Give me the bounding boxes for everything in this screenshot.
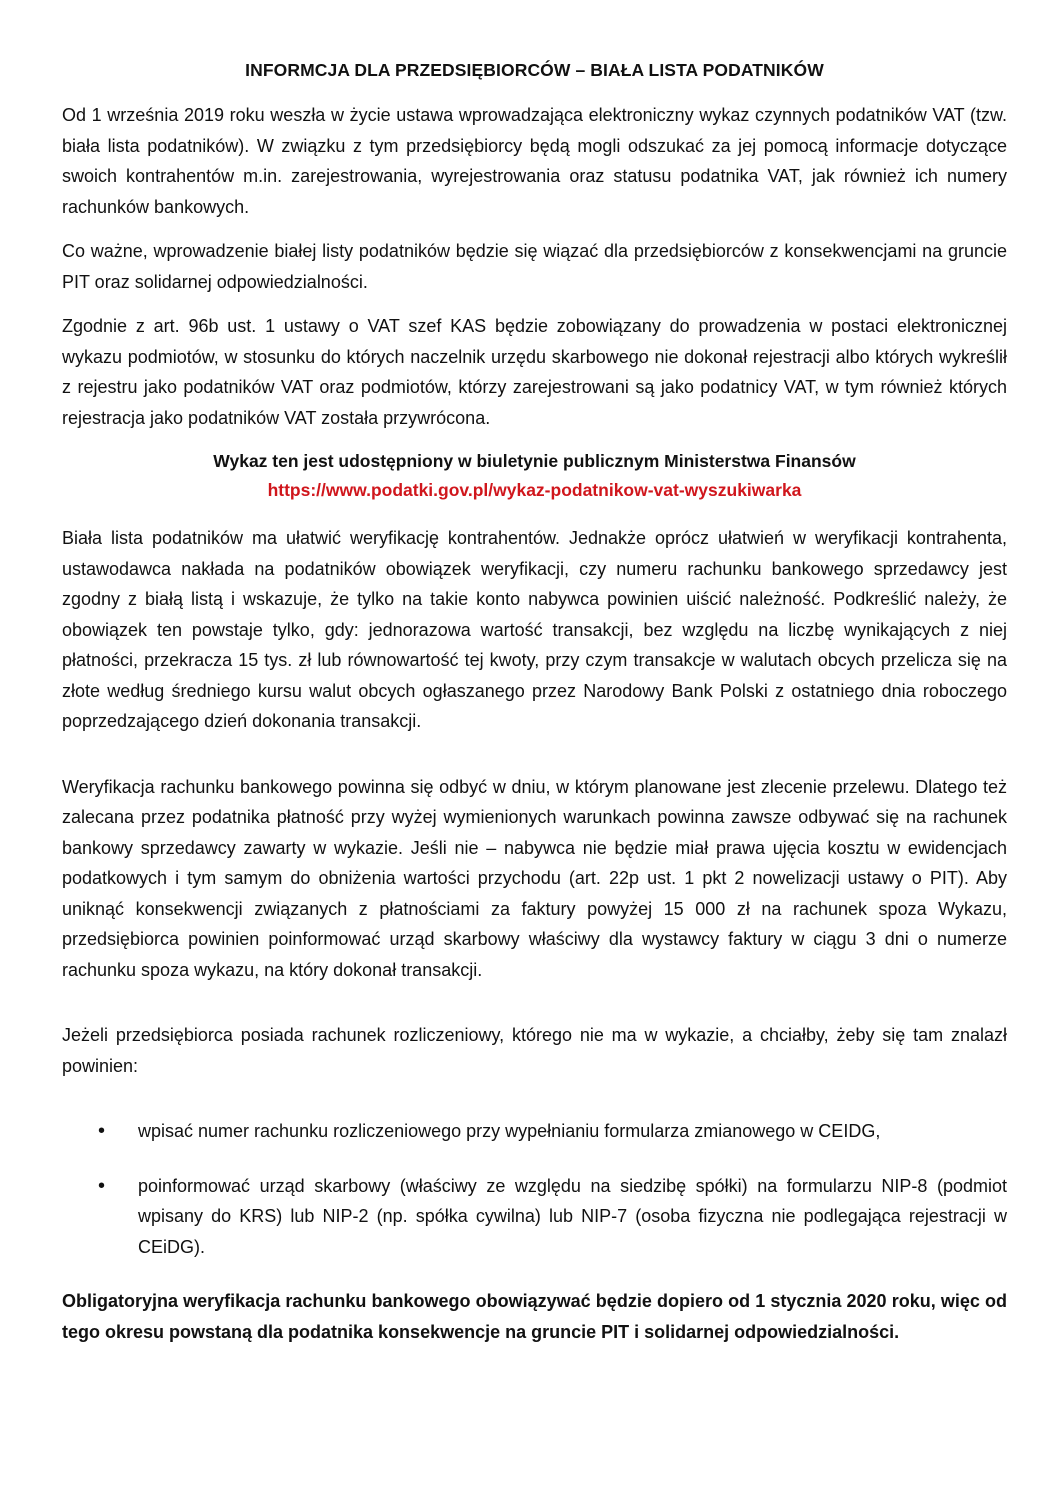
registry-link[interactable]: https://www.podatki.gov.pl/wykaz-podatnikow-vat-wyszukiwarka [267,480,802,500]
paragraph-legal-basis: Zgodnie z art. 96b ust. 1 ustawy o VAT szef KAS będzie zobowiązany do prowadzenia w postaci elektronicznej wykazu podmiotów, w stosunku do których naczelnik urzędu skarbowego nie dokonał rejestracji albo których wykreślił z rejestru jako podatników VAT oraz podmiotów, którzy zarejestrowani są jako podatnicy VAT, w tym również których rejestracja jako podatników VAT została przywrócona. [62,316,1007,428]
paragraph-intro: Od 1 września 2019 roku weszła w życie ustawa wprowadzająca elektroniczny wykaz czynnych podatników VAT (tzw. biała lista podatników). W związku z tym przedsiębiorcy będą mogli odszukać za jej pomocą informacje dotyczące swoich kontrahentów m.in. zarejestrowania, wyrejestrowania oraz statusu podatnika VAT, jak również ich numery rachunków bankowych. [62,105,1007,217]
list-item-text: wpisać numer rachunku rozliczeniowego przy wypełnianiu formularza zmianowego w CEIDG, [138,1121,881,1141]
final-note: Obligatoryjna weryfikacja rachunku bankowego obowiązywać będzie dopiero od 1 stycznia 2020 roku, więc od tego okresu powstaną dla podatnika konsekwencje na gruncie PIT i solidarnej odpowiedzialności. [62,1291,1007,1342]
paragraph-importance: Co ważne, wprowadzenie białej listy podatników będzie się wiązać dla przedsiębiorców z konsekwencjami na gruncie PIT oraz solidarnej odpowiedzialności. [62,241,1007,292]
action-list [62,1116,1007,1262]
bullet-icon: • [98,1174,106,1197]
bullet-icon: • [98,1120,106,1142]
document-page [62,58,1007,1347]
list-item [62,1116,1007,1147]
document-title: INFORMCJA DLA PRZEDSIĘBIORCÓW – BIAŁA LISTA PODATNIKÓW [245,60,824,80]
paragraph-verification-duty: Biała lista podatników ma ułatwić weryfikację kontrahentów. Jednakże oprócz ułatwień w weryfikacji kontrahenta, ustawodawca nakłada na podatników obowiązek weryfikacji, czy numeru rachunku bankowego sprzedawcy jest zgodny z białą listą i wskazuje, że tylko na takie konto nabywca powinien uiścić należność. Podkreślić należy, że obowiązek ten powstaje tylko, gdy: jednorazowa wartość transakcji, bez względu na liczbę wynikających z niej płatności, przekracza 15 tys. zł lub równowartość tej kwoty, przy czym transakcje w walutach obcych przelicza się na złote według średniego kursu walut obcych ogłaszanego przez Narodowy Bank Polski z ostatniego dnia roboczego poprzedzającego dzień dokonania transakcji. [62,528,1007,731]
list-item-text: poinformować urząd skarbowy (właściwy ze względu na siedzibę spółki) na formularzu NIP-8 (podmiot wpisany do KRS) lub NIP-2 (np. spółka cywilna) lub NIP-7 (osoba fizyczna nie podlegająca rejestracji w CEiDG). [138,1175,1007,1257]
registry-notice-text: Wykaz ten jest udostępniony w biuletynie publicznym Ministerstwa Finansów [213,451,856,471]
paragraph-verification-timing: Weryfikacja rachunku bankowego powinna się odbyć w dniu, w którym planowane jest zlecenie przelewu. Dlatego też zalecana przez podatnika płatność przy wyżej wymienionych warunkach powinna zawsze odbywać się na rachunek bankowy sprzedawcy zawarty w wykazie. Jeśli nie – nabywca nie będzie miał prawa ujęcia kosztu w ewidencjach podatkowych i tym samym do obniżenia wartości przychodu (art. 22p ust. 1 pkt 2 nowelizacji ustawy o PIT). Aby uniknąć konsekwencji związanych z płatnościami za faktury powyżej 15 000 zł na rachunek spoza Wykazu, przedsiębiorca powinien poinformować urząd skarbowy właściwy dla wystawcy faktury w ciągu 3 dni o numerze rachunku spoza wykazu, na który dokonał transakcji. [62,776,1007,980]
list-item [62,1171,1007,1263]
paragraph-account-missing: Jeżeli przedsiębiorca posiada rachunek rozliczeniowy, którego nie ma w wykazie, a chciałby, żeby się tam znalazł powinien: [62,1025,1007,1076]
registry-notice [62,447,1007,505]
